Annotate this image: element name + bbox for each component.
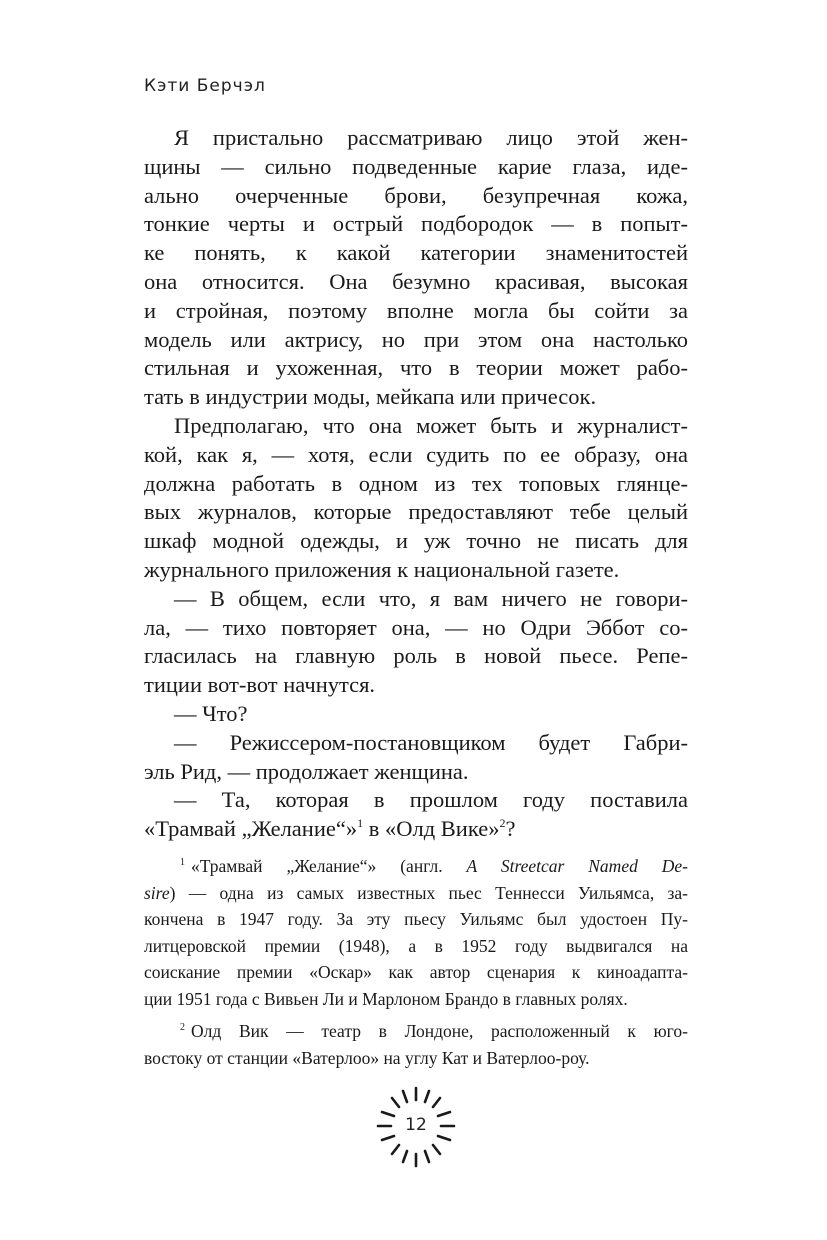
footnote-line [144,853,688,880]
text-line: и стройная, поэтому вполне могла бы сойти за [144,297,688,323]
text-fragment: в «Олд Вике» [363,816,500,842]
text-line: ке понять, к какой категории знаменитостей [144,240,688,266]
text-line: — Режиссером-постановщиком будет Габри- [174,729,688,755]
text-line: тиции вот-вот начнутся. [144,672,376,698]
text-line: — Что? [174,700,248,726]
text-line: тать в индустрии моды, мейкапа или причесок. [144,384,597,410]
text-fragment: ? [505,816,516,842]
text-line: ла, — тихо повторяет она, — но Одри Эббот со- [144,614,688,640]
text-line: щины — сильно подведенные карие глаза, иде- [144,153,688,179]
text-line: вых журналов, которые предоставляют тебе целый [144,499,688,525]
text-line: — Та, которая в прошлом году поставила [174,787,688,813]
text-line: должна работать в одном из тех топовых глянце- [144,470,688,496]
text-line: — В общем, если что, я вам ничего не говори- [174,585,688,611]
paragraph-6 [144,786,688,844]
text-line [144,815,688,844]
paragraph-1 [144,124,688,412]
footnote-line: ции 1951 года с Вивьен Ли и Марлоном Брандо в главных ролях. [144,988,628,1009]
text-fragment: Олд Вик — театр в Лондоне, расположенный к юго- [191,1021,688,1041]
running-head-author: Кэти Берчэл [144,76,266,96]
text-line: она относится. Она безумно красивая, высокая [144,268,688,294]
page-number-ornament [370,1082,462,1174]
text-fragment: ) — одна из самых известных пьес Теннесси Уильямса, за- [169,882,688,903]
text-line: стильная и ухоженная, что в теории может рабо- [144,355,688,381]
text-line: тонкие черты и острый подбородок — в попыт- [144,211,688,237]
paragraph-4 [144,700,688,729]
footnote-line [144,1018,688,1045]
main-text [144,124,688,844]
paragraph-3 [144,585,688,700]
text-line: шкаф модной одежды, и уж точно не писать для [144,528,688,554]
footnote-mark: 2 [180,1022,185,1033]
text-line: ально очерченные брови, безупречная кожа, [144,182,688,208]
footnote-ref-1[interactable]: 1 [357,816,364,831]
footnote-line [144,880,688,907]
text-fragment: «Трамвай „Желание“» [144,816,358,842]
footnotes [144,853,688,1077]
text-line: журнального приложения к национальной газете. [144,556,620,582]
footnote-1 [144,853,688,1012]
footnote-line: литцеровской премии (1948), а в 1952 году выдвигался на [144,935,688,956]
text-fragment-italic: A Streetcar Named De- [466,856,689,876]
footnote-line: соискание премии «Оскар» как автор сценария к киноадапта- [144,962,688,982]
text-line: модель или актрису, но при этом она настолько [144,326,688,352]
text-fragment: «Трамвай „Желание“» (англ. [191,856,467,876]
text-line: эль Рид, — продолжает женщина. [144,758,469,784]
footnote-2 [144,1018,688,1071]
page-number: 12 [405,1115,427,1135]
text-line: кой, как я, — хотя, если судить по ее образу, она [144,441,688,467]
footnote-line: востоку от станции «Ватерлоо» на углу Кат и Ватерлоо-роу. [144,1047,590,1068]
paragraph-5 [144,729,688,787]
text-line: Я пристально рассматриваю лицо этой жен- [174,125,688,150]
footnote-line: кончена в 1947 году. За эту пьесу Уильямс был удостоен Пу- [144,909,688,929]
text-line: гласилась на главную роль в новой пьесе. Репе- [144,643,688,669]
footnote-mark: 1 [180,857,185,868]
paragraph-2 [144,412,688,585]
footnote-ref-2[interactable]: 2 [499,816,506,831]
text-line: Предполагаю, что она может быть и журналист- [174,412,688,438]
text-fragment-italic: sire [144,882,170,903]
